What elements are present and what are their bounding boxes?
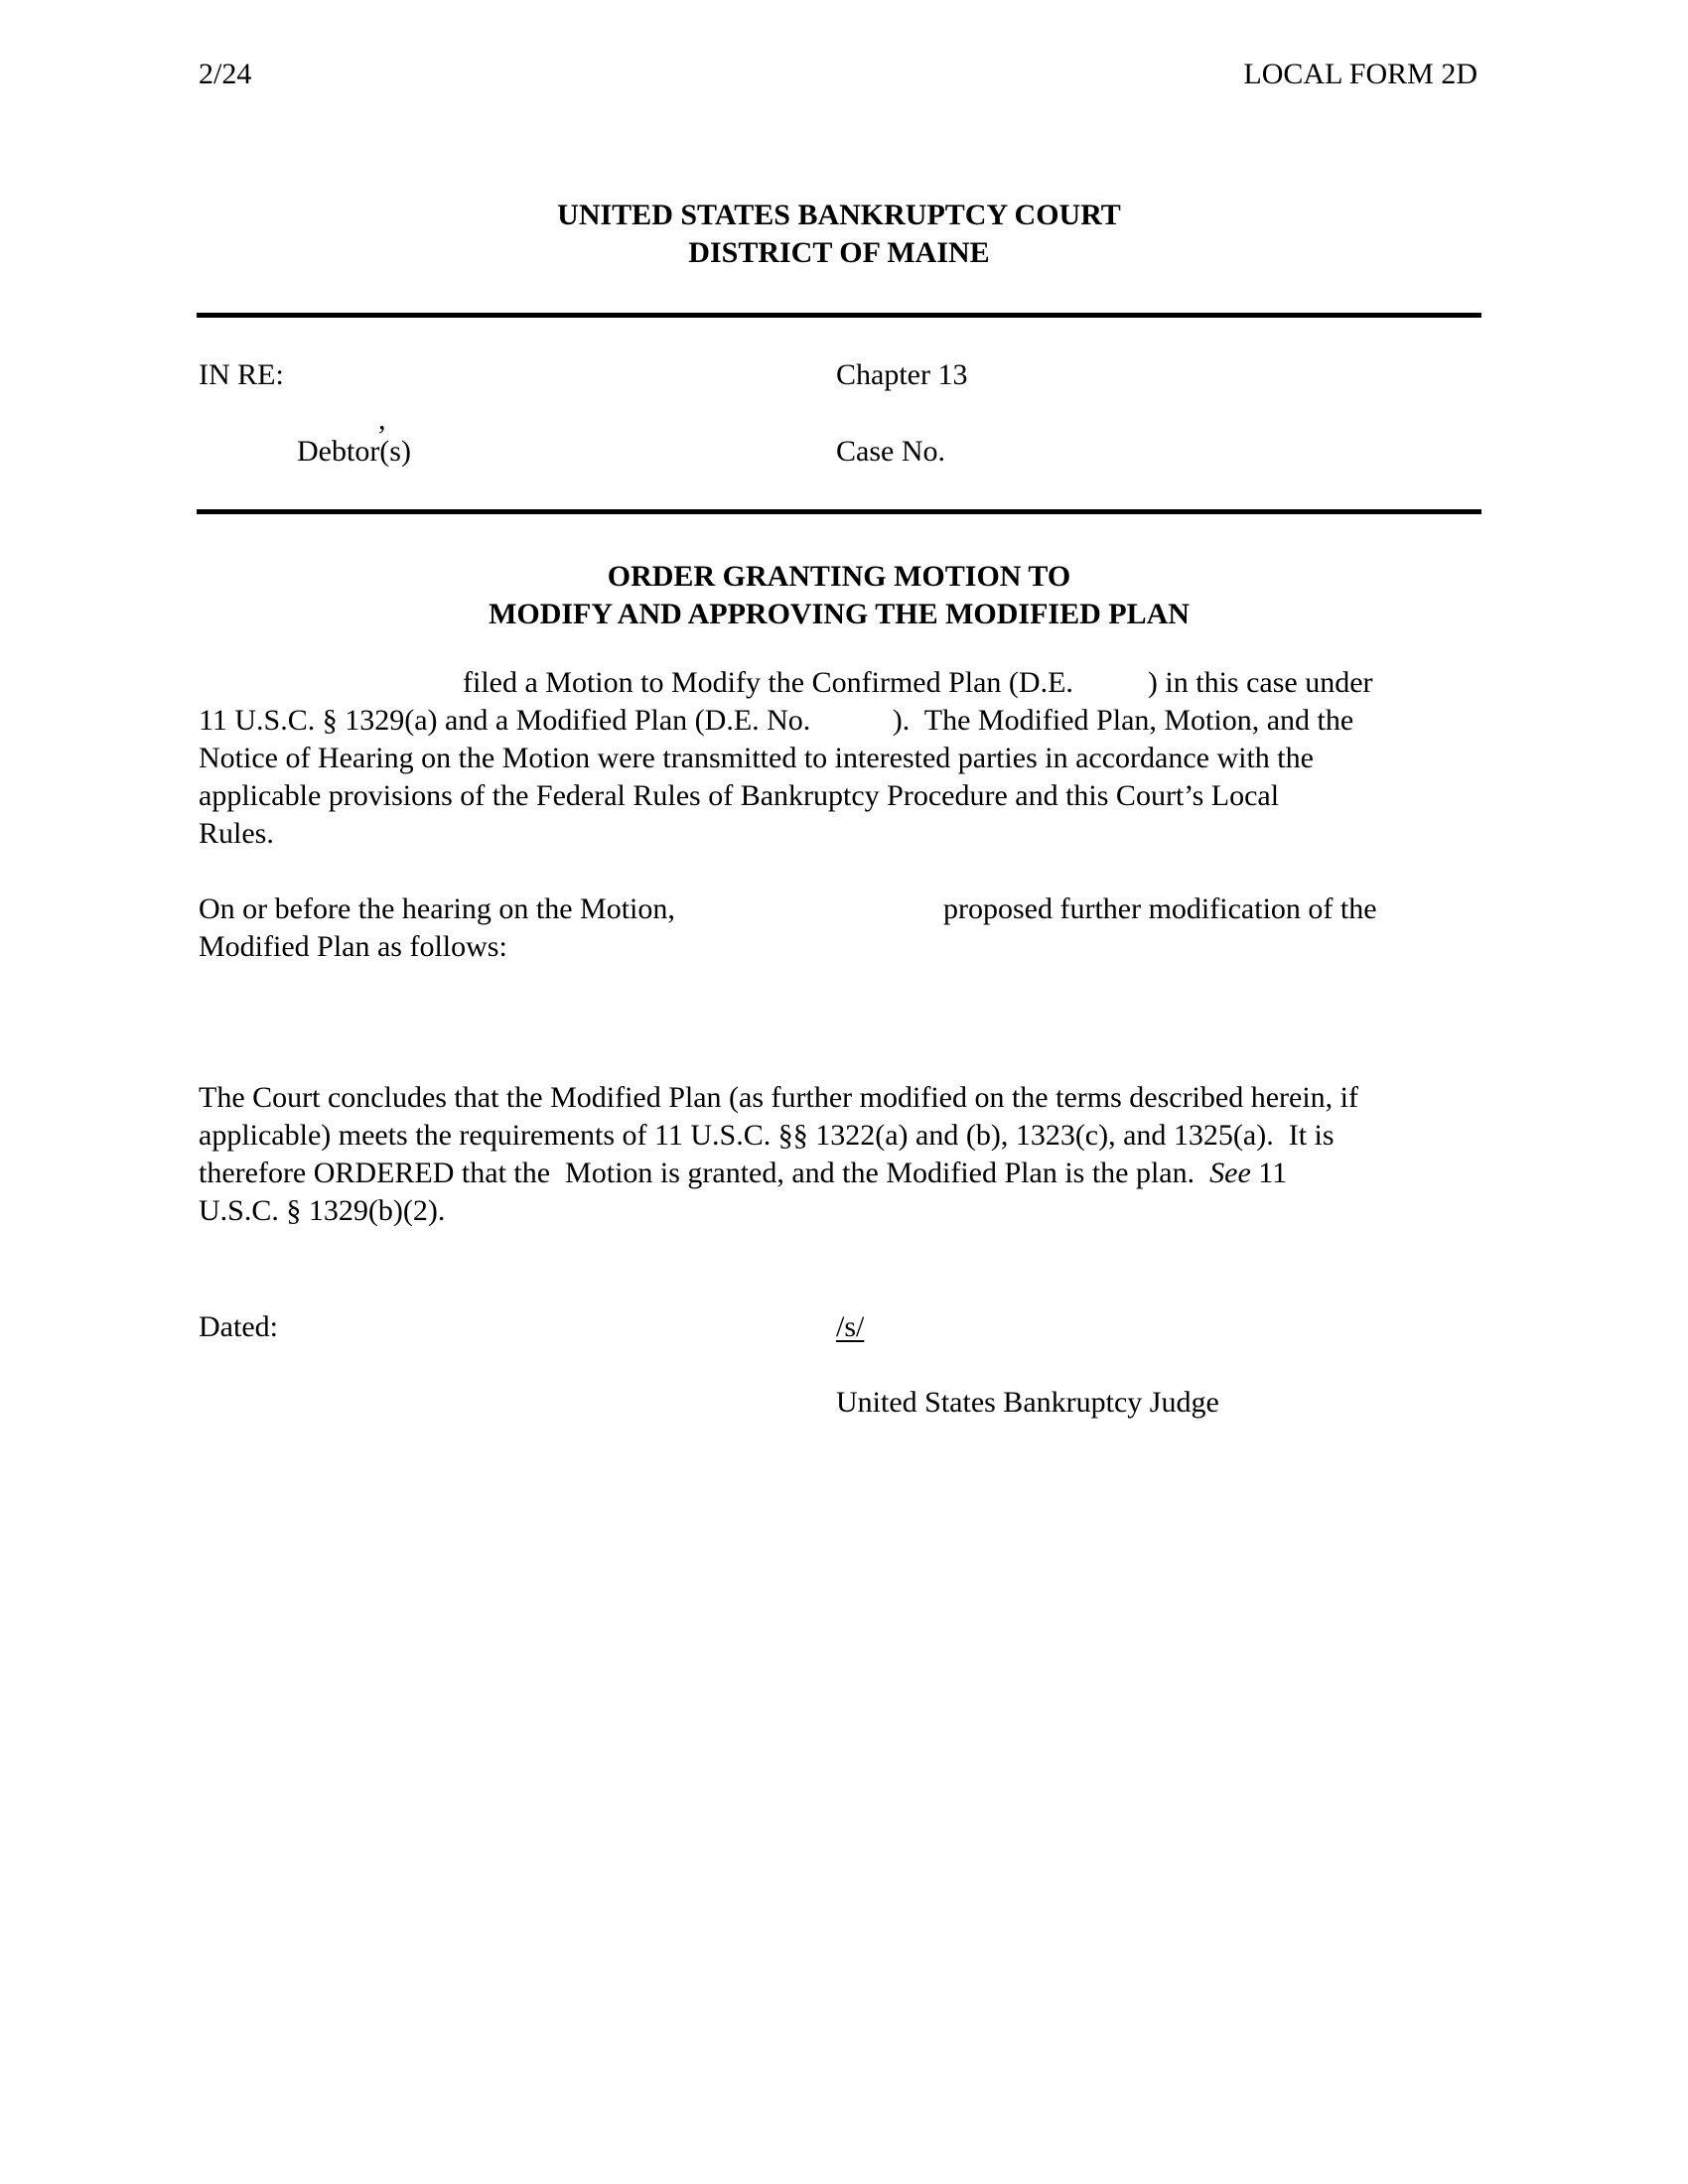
caption-bottom-rule [197, 509, 1481, 514]
paragraph-text: On or before the hearing on the Motion, [199, 892, 675, 925]
paragraph-text: therefore ORDERED that the Motion is granted, and the Modified Plan is the plan. [199, 1157, 1210, 1189]
court-conclusion-paragraph [199, 1079, 1489, 1230]
paragraph-line: U.S.C. § 1329(b)(2). [199, 1194, 446, 1227]
order-title-line2: MODIFY AND APPROVING THE MODIFIED PLAN [489, 598, 1190, 630]
debtor-name-separator: , [378, 403, 386, 436]
court-district: DISTRICT OF MAINE [688, 236, 990, 269]
in-re-label: IN RE: [199, 358, 284, 391]
form-identifier: LOCAL FORM 2D [1243, 58, 1477, 90]
dated-label: Dated: [199, 1310, 278, 1343]
paragraph-line: Rules. [199, 817, 274, 850]
further-modification-paragraph [199, 890, 1489, 966]
paragraph-line: Modified Plan as follows: [199, 930, 507, 963]
paragraph-line: 11 U.S.C. § 1329(a) and a Modified Plan (D.E. No. ). The Modified Plan, Motion, and the [199, 704, 1354, 737]
paragraph-line: applicable) meets the requirements of 11 U.S.C. §§ 1322(a) and (b), 1323(c), and 1325(a). It is [199, 1119, 1335, 1152]
paragraph-line: applicable provisions of the Federal Rules of Bankruptcy Procedure and this Court’s Local [199, 779, 1280, 812]
debtor-label: Debtor(s) [297, 435, 411, 468]
paragraph-line: filed a Motion to Modify the Confirmed Plan (D.E. ) in this case under [463, 666, 1373, 699]
court-name: UNITED STATES BANKRUPTCY COURT [557, 199, 1121, 231]
caption-top-rule [197, 313, 1481, 318]
order-title-line1: ORDER GRANTING MOTION TO [607, 560, 1071, 593]
paragraph-text: proposed further modification of the [943, 892, 1377, 925]
form-revision-date: 2/24 [199, 58, 252, 90]
paragraph-line [199, 890, 1489, 928]
paragraph-text: 11 [1250, 1157, 1288, 1189]
paragraph-line [199, 1155, 1489, 1192]
paragraph-line: The Court concludes that the Modified Plan (as further modified on the terms described herein, if [199, 1081, 1358, 1114]
case-number-label: Case No. [836, 435, 945, 468]
judge-title: United States Bankruptcy Judge [836, 1386, 1219, 1419]
paragraph-line: Notice of Hearing on the Motion were transmitted to interested parties in accordance with the [199, 742, 1314, 774]
signature-line: /s/ [836, 1310, 865, 1343]
citation-signal: See [1209, 1157, 1251, 1189]
chapter-label: Chapter 13 [836, 358, 968, 391]
motion-filed-paragraph [199, 664, 1489, 853]
